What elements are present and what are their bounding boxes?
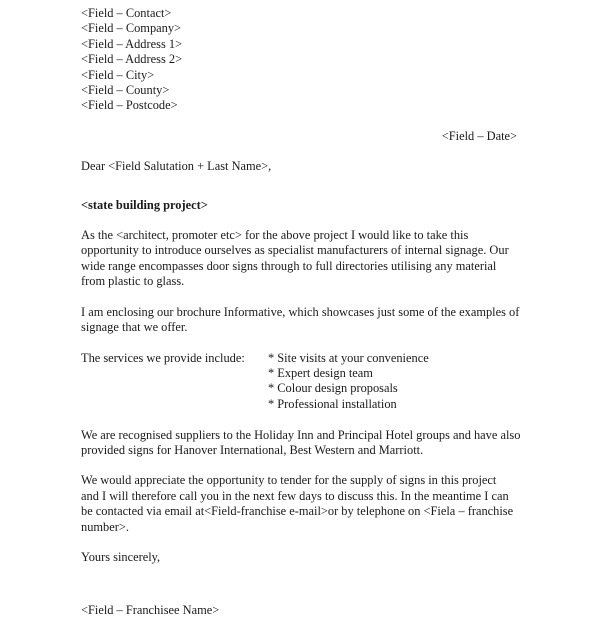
suppliers-paragraph-line: provided signs for Hanover International, Best Western and Marriott. bbox=[81, 442, 424, 457]
service-item: * Site visits at your convenience bbox=[268, 350, 429, 365]
address-field-company: <Field – Company> bbox=[81, 21, 182, 36]
signature-field: <Field – Franchisee Name> bbox=[81, 603, 220, 618]
address-field-city: <Field – City> bbox=[81, 67, 155, 82]
address-field-address-2: <Field – Address 2> bbox=[81, 52, 183, 67]
brochure-paragraph-line: I am enclosing our brochure Informative, which showcases just some of the examples of bbox=[81, 304, 520, 319]
recipient-address-block bbox=[81, 6, 521, 114]
salutation: Dear <Field Salutation + Last Name>, bbox=[81, 159, 272, 174]
address-field-address-1: <Field – Address 1> bbox=[81, 36, 183, 51]
brochure-paragraph bbox=[81, 305, 521, 336]
service-item: * Professional installation bbox=[268, 396, 397, 411]
closing: Yours sincerely, bbox=[81, 549, 161, 564]
service-item: * Colour design proposals bbox=[268, 381, 398, 396]
subject-line: <state building project> bbox=[81, 197, 208, 212]
address-field-contact: <Field – Contact> bbox=[81, 6, 172, 20]
address-field-county: <Field – County> bbox=[81, 83, 170, 98]
intro-paragraph-line: As the <architect, promoter etc> for the above project I would like to take this bbox=[81, 228, 469, 243]
suppliers-paragraph bbox=[81, 428, 521, 459]
suppliers-paragraph-line: We are recognised suppliers to the Holiday Inn and Principal Hotel groups and have also bbox=[81, 427, 521, 442]
tender-paragraph bbox=[81, 473, 521, 535]
services-section bbox=[81, 351, 521, 413]
intro-paragraph bbox=[81, 228, 521, 290]
tender-paragraph-line: be contacted via email at<Field-franchise e-mail>or by telephone on <Fiela – franchise bbox=[81, 504, 514, 519]
address-field-postcode: <Field – Postcode> bbox=[81, 98, 178, 113]
tender-paragraph-line: number>. bbox=[81, 519, 129, 534]
letter-page bbox=[81, 6, 521, 619]
service-item: * Expert design team bbox=[268, 365, 373, 380]
intro-paragraph-line: opportunity to introduce ourselves as specialist manufacturers of internal signage. Our bbox=[81, 243, 509, 258]
brochure-paragraph-line: signage that we offer. bbox=[81, 320, 188, 335]
tender-paragraph-line: We would appreciate the opportunity to tender for the supply of signs in this project bbox=[81, 473, 497, 488]
date-field: <Field – Date> bbox=[441, 128, 517, 143]
services-list bbox=[268, 351, 429, 413]
services-label: The services we provide include: bbox=[81, 350, 245, 365]
tender-paragraph-line: and I will therefore call you in the next few days to discuss this. In the meantime I can bbox=[81, 488, 509, 503]
intro-paragraph-line: wide range encompasses door signs through to full directories utilising any material bbox=[81, 258, 497, 273]
intro-paragraph-line: from plastic to glass. bbox=[81, 274, 185, 289]
